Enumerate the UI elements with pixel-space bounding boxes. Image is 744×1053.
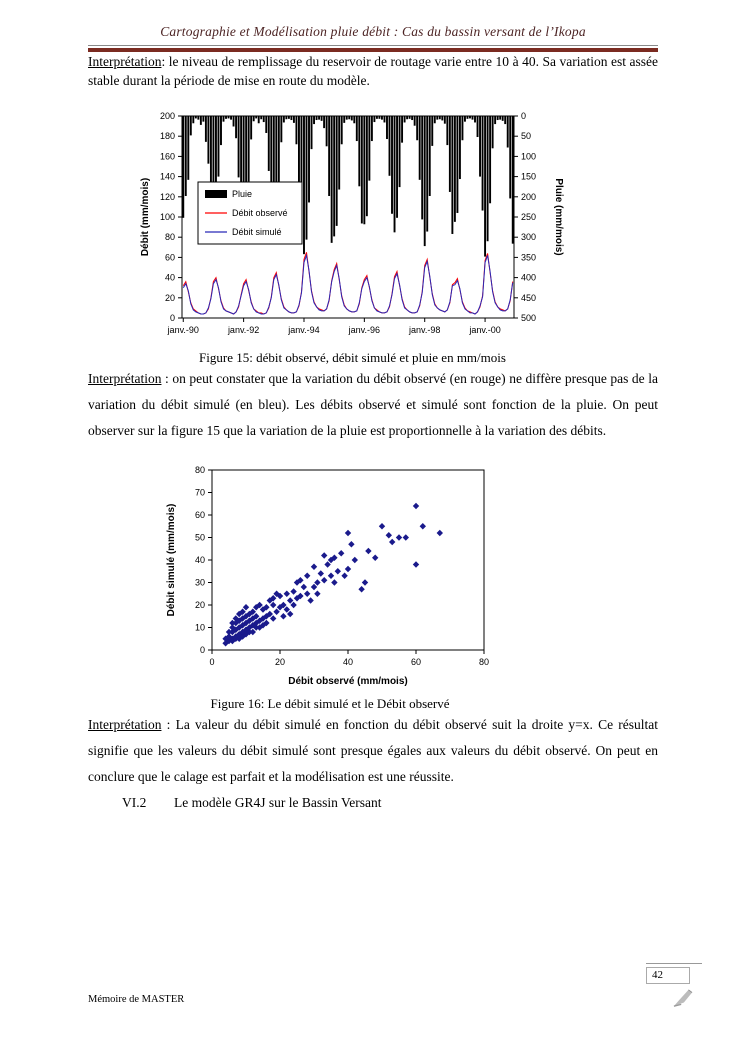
p3-text: : La valeur du débit simulé en fonction du débit observé suit la droite y=x. Ce résultat signifie que les valeurs du débit simulé sont presque égales aux valeurs du débit observé. On peut en conclure que le calage est parfait et la modélisation est une réussite. — [88, 717, 658, 784]
svg-text:50: 50 — [521, 131, 532, 142]
page-header-title: Cartographie et Modélisation pluie débit : Cas du bassin versant de l’Ikopa — [160, 24, 586, 39]
svg-text:80: 80 — [194, 465, 205, 475]
paragraph-interpretation-3 — [88, 712, 658, 790]
svg-text:200: 200 — [521, 191, 537, 202]
svg-text:140: 140 — [159, 171, 175, 182]
svg-text:350: 350 — [521, 252, 537, 263]
p1-label: Interprétation — [88, 54, 162, 69]
svg-text:0: 0 — [521, 111, 527, 121]
svg-text:180: 180 — [159, 131, 175, 142]
paragraph-interpretation-1 — [88, 52, 658, 90]
svg-text:Débit observé: Débit observé — [232, 208, 288, 218]
figure15-combo-chart — [136, 110, 569, 344]
figure-15 — [136, 110, 569, 366]
left-axis-title: Débit (mm/mois) — [140, 177, 151, 257]
figure-16 — [160, 462, 500, 712]
svg-text:80: 80 — [478, 657, 490, 667]
svg-text:0: 0 — [169, 313, 175, 323]
svg-text:Débit simulé: Débit simulé — [232, 227, 282, 237]
svg-text:60: 60 — [194, 510, 205, 520]
svg-text:60: 60 — [164, 252, 175, 263]
svg-text:40: 40 — [164, 272, 175, 283]
svg-text:150: 150 — [521, 171, 537, 182]
svg-text:120: 120 — [159, 191, 175, 202]
section-heading-vi2 — [88, 790, 658, 816]
svg-text:100: 100 — [159, 212, 175, 222]
svg-text:100: 100 — [521, 151, 537, 162]
svg-text:janv.-98: janv.-98 — [409, 325, 441, 335]
svg-text:300: 300 — [521, 232, 537, 243]
svg-text:0: 0 — [199, 645, 205, 655]
svg-text:160: 160 — [159, 151, 175, 162]
svg-text:40: 40 — [342, 657, 354, 667]
svg-text:30: 30 — [194, 577, 205, 588]
svg-text:500: 500 — [521, 313, 537, 323]
right-axis-title: Pluie (mm/mois) — [553, 178, 564, 256]
svg-text:60: 60 — [410, 657, 422, 667]
figure15-caption: Figure 15: débit observé, débit simulé et pluie en mm/mois — [199, 350, 506, 365]
figure16-scatter-chart — [160, 462, 500, 690]
y-axis-title: Débit simulé (mm/mois) — [166, 503, 177, 617]
header-rule-thin — [88, 45, 658, 46]
page-number: 42 — [646, 967, 690, 984]
svg-text:janv.-96: janv.-96 — [348, 325, 381, 335]
svg-text:20: 20 — [194, 600, 205, 610]
svg-text:Pluie: Pluie — [232, 189, 253, 199]
svg-text:70: 70 — [194, 487, 205, 498]
page-header — [88, 24, 658, 52]
svg-text:400: 400 — [521, 272, 537, 283]
svg-text:janv.-90: janv.-90 — [167, 325, 199, 335]
svg-text:250: 250 — [521, 212, 537, 222]
p1-text: : le niveau de remplissage du reservoir de routage varie entre 10 à 40. Sa variation est assée stable durant la période de mise en route du modèle. — [88, 54, 658, 88]
footer-left-text: Mémoire de MASTER — [88, 994, 185, 1005]
svg-text:20: 20 — [164, 292, 175, 303]
svg-text:450: 450 — [521, 292, 537, 303]
svg-text:50: 50 — [194, 532, 205, 543]
svg-text:janv.-94: janv.-94 — [288, 325, 320, 335]
page-number-frame — [646, 963, 702, 1013]
paragraph-interpretation-2 — [88, 366, 658, 444]
svg-text:janv.-00: janv.-00 — [469, 325, 501, 335]
svg-text:10: 10 — [194, 622, 205, 633]
section-number: VI.2 — [122, 795, 147, 810]
svg-text:20: 20 — [274, 657, 286, 667]
p2-label: Interprétation — [88, 371, 162, 386]
svg-text:0: 0 — [209, 657, 215, 667]
svg-text:80: 80 — [164, 232, 175, 243]
svg-text:40: 40 — [194, 555, 205, 565]
svg-text:janv.-92: janv.-92 — [227, 325, 260, 335]
svg-text:200: 200 — [159, 111, 175, 121]
figure16-caption: Figure 16: Le débit simulé et le Débit observé — [210, 696, 450, 711]
section-title: Le modèle GR4J sur le Bassin Versant — [174, 795, 382, 810]
x-axis-title: Débit observé (mm/mois) — [288, 676, 408, 687]
p2-text: : on peut constater que la variation du débit observé (en rouge) ne diffère presque pas de la variation du débit simulé (en bleu). Les débits observé et simulé sont fonction de la pluie. On peut observer sur la figure 15 que la variation de la pluie est proportionnelle à la variation des débits. — [88, 371, 658, 438]
quill-pen-icon — [672, 988, 702, 1013]
p3-label: Interprétation — [88, 717, 162, 732]
